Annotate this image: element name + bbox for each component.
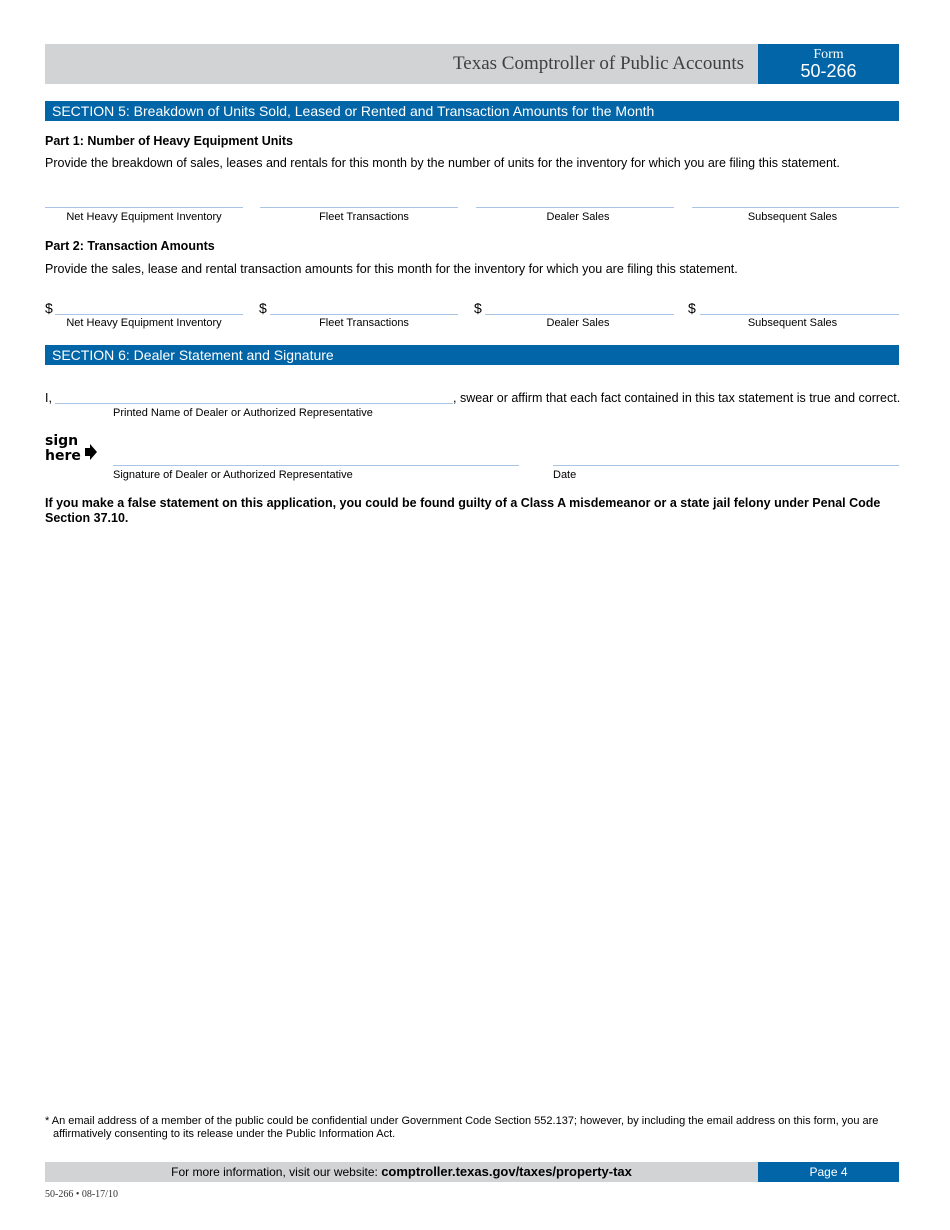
date-label: Date	[553, 469, 577, 481]
net-inventory-amount-label: Net Heavy Equipment Inventory	[66, 317, 222, 329]
form-number: 50-266	[800, 61, 857, 81]
agency-name: Texas Comptroller of Public Accounts	[452, 53, 744, 74]
subsequent-sales-units-label: Subsequent Sales	[747, 211, 838, 223]
here-word: here	[45, 448, 81, 464]
printed-name-label: Printed Name of Dealer or Authorized Representative	[113, 407, 373, 419]
sign-here-marker	[45, 434, 81, 464]
net-inventory-units-label: Net Heavy Equipment Inventory	[66, 211, 222, 223]
printed-name-input[interactable]	[55, 403, 453, 404]
fleet-transactions-units-label: Fleet Transactions	[319, 211, 409, 223]
date-input[interactable]	[553, 465, 899, 466]
form-number-box	[758, 44, 899, 84]
subsequent-sales-amount-label: Subsequent Sales	[747, 317, 838, 329]
subsequent-sales-amount-input[interactable]	[700, 314, 899, 315]
part-2-heading: Part 2: Transaction Amounts	[45, 239, 215, 253]
part-1-instructions: Provide the breakdown of sales, leases and rentals for this month by the number of units for the inventory for which you are filing this statement.	[45, 156, 840, 170]
form-revision: 50-266 • 08-17/10	[45, 1189, 118, 1200]
email-footnote: * An email address of a member of the public could be confidential under Government Code Section 552.137; however, by including the email address on this form, you are affirmatively consenting to its release under the Public Information Act.	[45, 1115, 879, 1140]
dealer-sales-units-input[interactable]	[476, 207, 674, 208]
subsequent-sales-units-input[interactable]	[692, 207, 899, 208]
dealer-sales-amount-input[interactable]	[485, 314, 674, 315]
footer-bar	[45, 1162, 758, 1182]
fleet-transactions-units-input[interactable]	[260, 207, 458, 208]
currency-symbol: $	[474, 300, 482, 316]
header-bar	[45, 44, 758, 84]
currency-symbol: $	[45, 300, 53, 316]
signature-label: Signature of Dealer or Authorized Representative	[113, 469, 353, 481]
website-link[interactable]: comptroller.texas.gov/taxes/property-tax	[381, 1164, 632, 1179]
oath-prefix: I,	[45, 391, 52, 405]
net-inventory-units-input[interactable]	[45, 207, 243, 208]
signature-input[interactable]	[113, 465, 519, 466]
part-1-heading: Part 1: Number of Heavy Equipment Units	[45, 134, 293, 148]
fleet-transactions-amount-label: Fleet Transactions	[319, 317, 409, 329]
currency-symbol: $	[259, 300, 267, 316]
net-inventory-amount-input[interactable]	[55, 314, 243, 315]
section-5-title: SECTION 5: Breakdown of Units Sold, Leased or Rented and Transaction Amounts for the Month	[45, 101, 899, 121]
sign-word: sign	[45, 433, 79, 449]
form-label: Form	[813, 47, 844, 62]
oath-text: , swear or affirm that each fact contained in this tax statement is true and correct.	[453, 391, 901, 405]
footer-info-text: For more information, visit our website:	[171, 1165, 382, 1179]
false-statement-warning: If you make a false statement on this application, you could be found guilty of a Class A misdemeanor or a state jail felony under Penal Code Section 37.10.	[45, 496, 881, 525]
currency-symbol: $	[688, 300, 696, 316]
section-6-title: SECTION 6: Dealer Statement and Signature	[45, 345, 899, 365]
arrow-right-icon	[84, 444, 98, 460]
page-number: Page 4	[758, 1162, 899, 1182]
fleet-transactions-amount-input[interactable]	[270, 314, 458, 315]
part-2-instructions: Provide the sales, lease and rental transaction amounts for this month for the inventory for which you are filing this statement.	[45, 262, 738, 276]
dealer-sales-amount-label: Dealer Sales	[546, 317, 610, 329]
dealer-sales-units-label: Dealer Sales	[546, 211, 610, 223]
